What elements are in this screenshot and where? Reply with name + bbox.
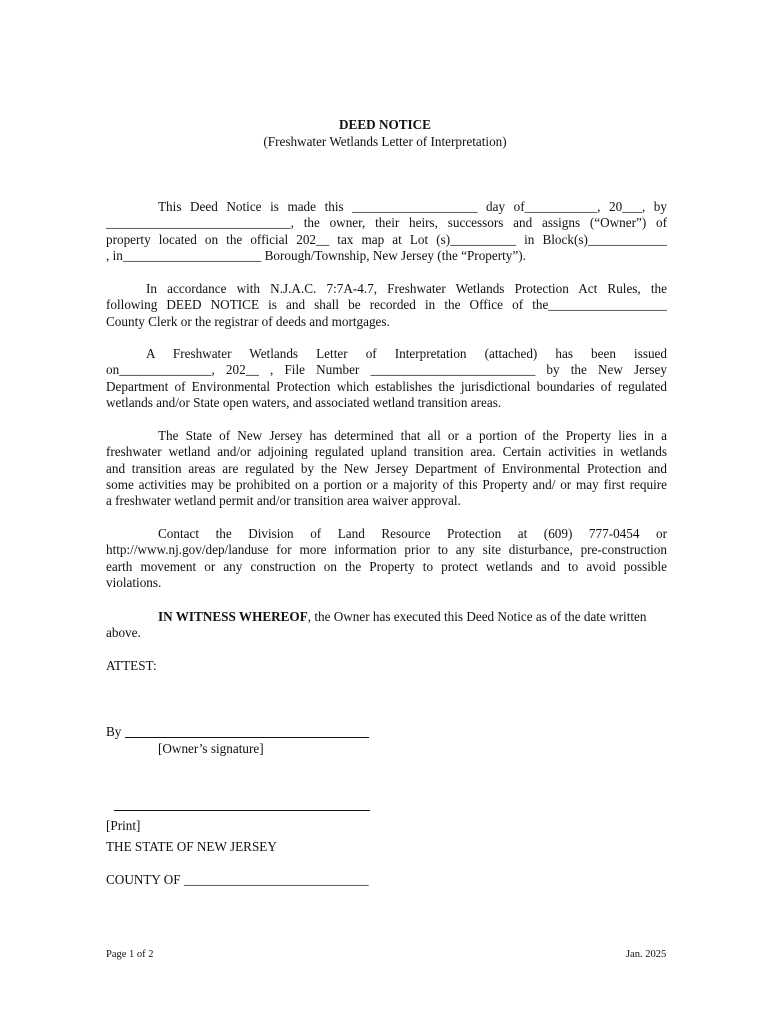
paragraph-line: , in_____________________ Borough/Township, New Jersey (the “Property”). bbox=[106, 247, 526, 263]
footer-date: Jan. 2025 bbox=[626, 949, 667, 960]
paragraph-line: A Freshwater Wetlands Letter of Interpretation (attached) has been issued bbox=[146, 346, 667, 361]
paragraph-line: earth movement or any construction on the Property to protect wetlands and to avoid possible bbox=[106, 558, 667, 574]
paragraph-line bbox=[106, 609, 667, 625]
witness-rest-text: , the Owner has executed this Deed Notice as of the date written bbox=[307, 609, 647, 624]
paragraph-line: property located on the official 202__ tax map at Lot (s)__________ in Block(s)____________ bbox=[106, 231, 667, 247]
paragraph-intro bbox=[106, 199, 667, 264]
paragraph-line: In accordance with N.J.A.C. 7:7A-4.7, Freshwater Wetlands Protection Act Rules, the bbox=[146, 281, 667, 296]
state-line: THE STATE OF NEW JERSEY bbox=[106, 839, 277, 854]
print-name-line bbox=[114, 810, 370, 811]
by-label: By bbox=[106, 724, 122, 739]
county-line: COUNTY OF ____________________________ bbox=[106, 872, 369, 887]
paragraph-determination bbox=[106, 428, 667, 509]
paragraph-contact bbox=[106, 526, 667, 591]
footer-page-number: Page 1 of 2 bbox=[106, 949, 154, 960]
paragraph-line: ____________________________, the owner, their heirs, successors and assigns (“Owner”) of bbox=[106, 215, 667, 231]
witness-whereof-text: IN WITNESS WHEREOF bbox=[158, 609, 308, 624]
paragraph-line: http://www.nj.gov/dep/landuse for more information prior to any site disturbance, pre-construction bbox=[106, 542, 667, 558]
page-subtitle: (Freshwater Wetlands Letter of Interpretation) bbox=[263, 134, 507, 149]
paragraph-line: wetlands and/or State open waters, and associated wetland transition areas. bbox=[106, 394, 502, 410]
paragraph-line: Contact the Division of Land Resource Protection at (609) 777-0454 or bbox=[158, 526, 667, 541]
owner-signature-line bbox=[125, 737, 369, 738]
paragraph-line: This Deed Notice is made this ___________________ day of___________, 20___, by bbox=[158, 199, 667, 214]
paragraph-witness bbox=[106, 609, 667, 642]
paragraph-line: violations. bbox=[106, 574, 162, 590]
paragraph-line: and transition areas are regulated by the New Jersey Department of Environmental Protection and bbox=[106, 460, 667, 476]
paragraph-line: freshwater wetland and/or adjoining regulated upland transition area. Certain activities in wetlands bbox=[106, 444, 667, 460]
owner-signature-caption: [Owner’s signature] bbox=[158, 741, 264, 756]
paragraph-line: Department of Environmental Protection which establishes the jurisdictional boundaries of regulated bbox=[106, 378, 667, 394]
paragraph-line: some activities may be prohibited on a portion or a majority of this Property and/ or may first require bbox=[106, 476, 667, 492]
attest-label: ATTEST: bbox=[106, 658, 157, 673]
paragraph-line: above. bbox=[106, 625, 141, 641]
paragraph-line: following DEED NOTICE is and shall be recorded in the Office of the__________________ bbox=[106, 297, 667, 313]
paragraph-loi bbox=[106, 346, 667, 411]
print-label: [Print] bbox=[106, 818, 141, 833]
page-title: DEED NOTICE bbox=[339, 117, 431, 132]
paragraph-line: on______________, 202__ , File Number _________________________ by the New Jersey bbox=[106, 362, 667, 378]
paragraph-line: County Clerk or the registrar of deeds and mortgages. bbox=[106, 313, 390, 329]
paragraph-line: a freshwater wetland permit and/or transition area waiver approval. bbox=[106, 493, 461, 509]
paragraph-line: The State of New Jersey has determined that all or a portion of the Property lies in a bbox=[158, 428, 667, 443]
paragraph-njac bbox=[106, 281, 667, 330]
